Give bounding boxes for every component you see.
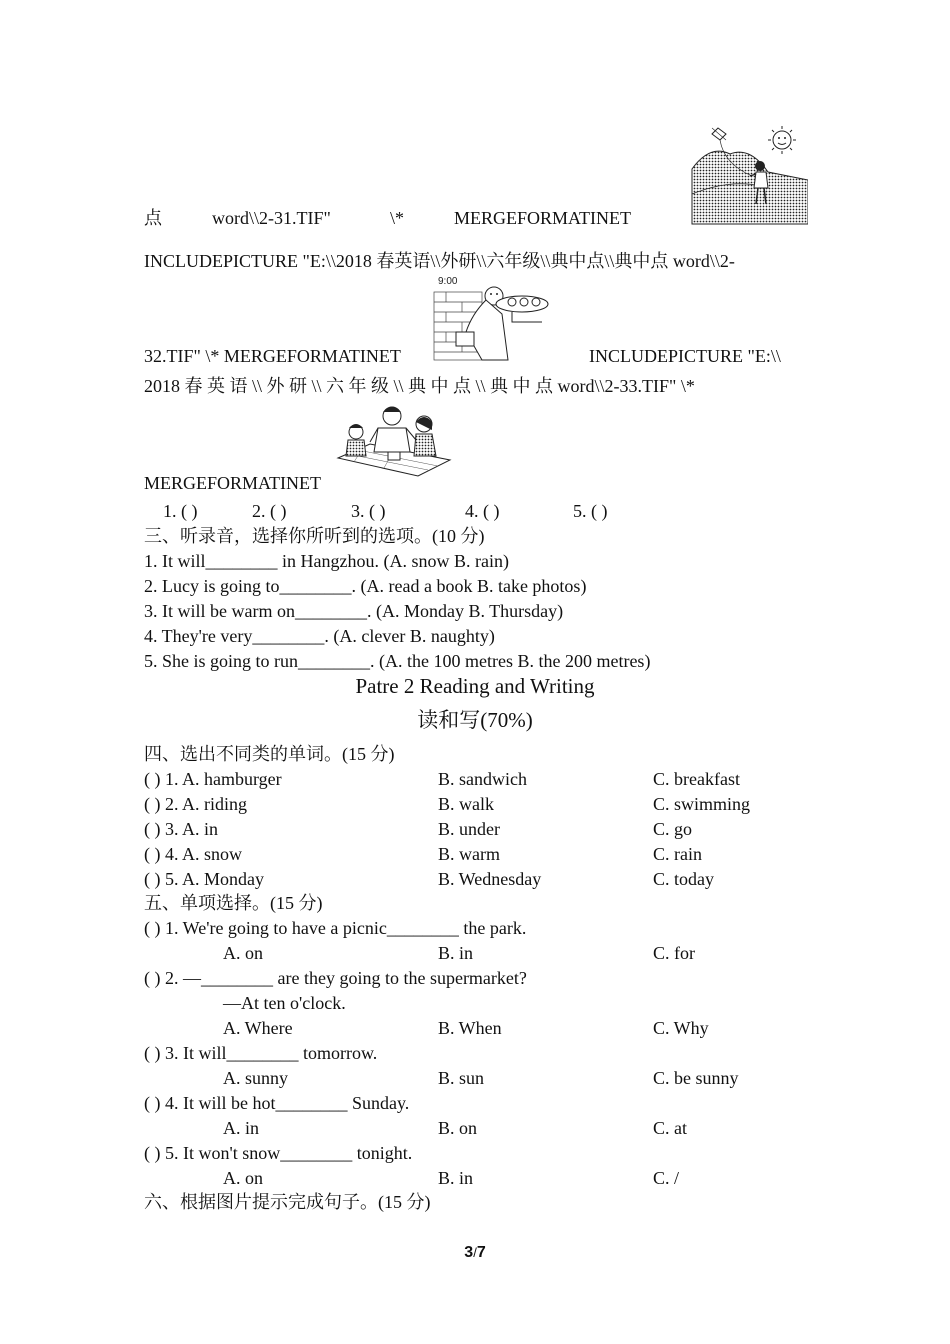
option-c: C. /	[653, 1168, 680, 1188]
current-page: 3	[464, 1244, 474, 1261]
listening-item: 4. They're very________. (A. clever B. naughty)	[144, 626, 495, 646]
option-b: B. warm	[438, 844, 500, 864]
option-c: C. be sunny	[653, 1068, 739, 1088]
include-text-1a: 点	[144, 208, 162, 228]
mc-question-stem: ( ) 2. —________ are they going to the supermarket?	[144, 968, 527, 988]
include-text-2: INCLUDEPICTURE "E:\\2018 春英语\\外研\\六年级\\典中点\\典中点 word\\2-	[144, 251, 735, 271]
mc-question-stem: ( ) 5. It won't snow________ tonight.	[144, 1143, 413, 1163]
word-group-row	[144, 867, 824, 891]
include-text-3a: 32.TIF" \* MERGEFORMATINET	[144, 346, 401, 366]
listening-item: 1. It will________ in Hangzhou. (A. snow B. rain)	[144, 551, 509, 571]
option-b: B. sandwich	[438, 769, 527, 789]
family-picnic-illustration	[334, 402, 454, 478]
row-question: ( ) 5. A. Monday	[144, 869, 264, 889]
clock-time-label: 9:00	[438, 276, 458, 287]
include-text-4: 2018 春 英 语 \\ 外 研 \\ 六 年 级 \\ 典 中 点 \\ 典 中 点 word\\2-33.TIF" \*	[144, 376, 695, 396]
answer-slot[interactable]: 3. ( )	[351, 501, 386, 521]
option-a: A. on	[223, 1168, 263, 1188]
mc-options-row	[144, 1116, 824, 1140]
mc-options-row	[144, 941, 824, 965]
include-text-3b: INCLUDEPICTURE "E:\\	[589, 346, 781, 366]
option-a: A. sunny	[223, 1068, 289, 1088]
word-group-row	[144, 842, 824, 866]
row-question: ( ) 3. A. in	[144, 819, 218, 839]
word-group-row	[144, 767, 824, 791]
word-group-row	[144, 817, 824, 841]
option-b: B. under	[438, 819, 500, 839]
include-text-1b: word\\2-31.TIF"	[212, 208, 331, 228]
option-c: C. Why	[653, 1018, 709, 1038]
option-a: A. in	[223, 1118, 259, 1138]
option-c: C. for	[653, 943, 695, 963]
total-pages: 7	[476, 1244, 486, 1261]
section5-heading: 五、单项选择。(15 分)	[144, 893, 323, 913]
mc-options-row	[144, 1066, 824, 1090]
option-b: B. in	[438, 1168, 474, 1188]
option-b: B. in	[438, 943, 474, 963]
option-c: C. today	[653, 869, 714, 889]
page-separator: /	[473, 1245, 477, 1260]
option-b: B. When	[438, 1018, 502, 1038]
include-text-1c: \*	[390, 208, 405, 228]
page-number	[0, 1242, 950, 1264]
mc-question-response: —At ten o'clock.	[223, 993, 346, 1013]
option-c: C. rain	[653, 844, 702, 864]
answer-slot[interactable]: 2. ( )	[252, 501, 287, 521]
option-c: C. go	[653, 819, 693, 839]
listening-item: 2. Lucy is going to________. (A. read a book B. take photos)	[144, 576, 587, 596]
mc-question-stem: ( ) 3. It will________ tomorrow.	[144, 1043, 378, 1063]
row-question: ( ) 2. A. riding	[144, 794, 247, 814]
mc-question-stem: ( ) 4. It will be hot________ Sunday.	[144, 1093, 410, 1113]
listening-item: 5. She is going to run________. (A. the 100 metres B. the 200 metres)	[144, 651, 651, 671]
row-question: ( ) 1. A. hamburger	[144, 769, 282, 789]
part2-subtitle: 读和写(70%)	[417, 708, 533, 732]
girl-clock-illustration	[432, 274, 552, 364]
word-group-row	[144, 792, 824, 816]
answer-slot[interactable]: 4. ( )	[465, 501, 500, 521]
option-b: B. Wednesday	[438, 869, 542, 889]
option-a: A. on	[223, 943, 263, 963]
listening-item: 3. It will be warm on________. (A. Monday B. Thursday)	[144, 601, 564, 621]
option-c: C. swimming	[653, 794, 751, 814]
section6-heading: 六、根据图片提示完成句子。(15 分)	[144, 1192, 431, 1212]
option-a: A. Where	[223, 1018, 293, 1038]
mc-options-row	[144, 1016, 824, 1040]
mc-options-row	[144, 1166, 824, 1190]
option-c: C. breakfast	[653, 769, 740, 789]
option-b: B. on	[438, 1118, 478, 1138]
answer-slot[interactable]: 5. ( )	[573, 501, 608, 521]
option-c: C. at	[653, 1118, 687, 1138]
mc-question-stem: ( ) 1. We're going to have a picnic________ the park.	[144, 918, 527, 938]
row-question: ( ) 4. A. snow	[144, 844, 242, 864]
section3-heading: 三、听录音，选择你所听到的选项。(10 分)	[144, 526, 485, 546]
kite-girl-illustration	[690, 124, 808, 226]
section4-heading: 四、选出不同类的单词。(15 分)	[144, 744, 395, 764]
option-b: B. walk	[438, 794, 494, 814]
option-b: B. sun	[438, 1068, 485, 1088]
include-text-5: MERGEFORMATINET	[144, 473, 322, 493]
include-text-1d: MERGEFORMATINET	[454, 208, 632, 228]
part2-title: Patre 2 Reading and Writing	[355, 674, 595, 698]
answer-slot[interactable]: 1. ( )	[163, 501, 198, 521]
